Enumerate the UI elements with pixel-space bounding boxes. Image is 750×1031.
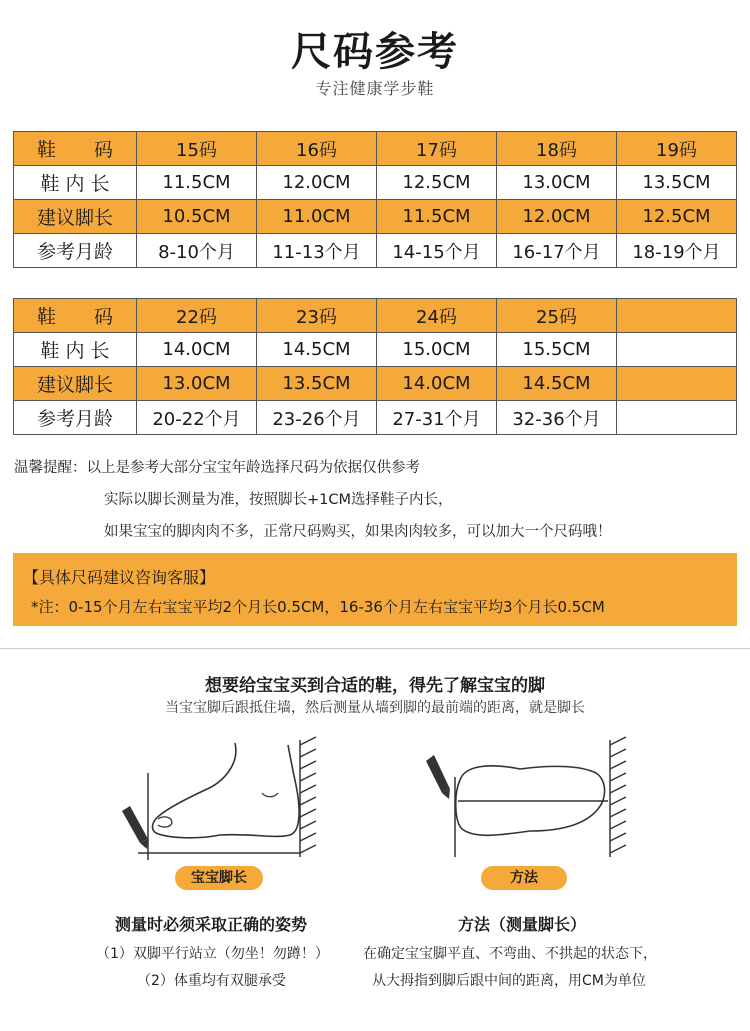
posture-line-1: （1）双脚平行站立（勿坐！勿蹲！） xyxy=(96,946,329,962)
row-label: 参考月龄 xyxy=(14,234,137,268)
size-table-2 xyxy=(13,298,737,435)
table-cell: 11.0CM xyxy=(257,200,377,234)
table-cell: 25码 xyxy=(497,299,617,333)
table-cell: 8-10个月 xyxy=(137,234,257,268)
posture-line-2: （2）体重均有双腿承受 xyxy=(137,973,286,989)
table-row xyxy=(14,299,737,333)
table-cell: 13.0CM xyxy=(137,367,257,401)
row-label: 建议脚长 xyxy=(14,367,137,401)
table-cell: 12.5CM xyxy=(377,166,497,200)
measure-heading: 想要给宝宝买到合适的鞋，得先了解宝宝的脚 xyxy=(205,676,545,696)
banner-heading: 【具体尺码建议咨询客服】 xyxy=(23,568,216,587)
table-cell: 11.5CM xyxy=(137,166,257,200)
wall-icon xyxy=(300,737,316,857)
table-row xyxy=(14,166,737,200)
table-cell: 14.0CM xyxy=(377,367,497,401)
section-divider xyxy=(0,648,750,649)
table-cell: 13.5CM xyxy=(257,367,377,401)
table-cell: 12.0CM xyxy=(497,200,617,234)
page-title: 尺码参考 xyxy=(291,29,459,75)
pencil-icon xyxy=(426,755,450,799)
banner-note: *注：0-15个月左右宝宝平均2个月长0.5CM，16-36个月左右宝宝平均3个月长0.5CM xyxy=(31,598,605,616)
table-cell xyxy=(617,367,737,401)
measure-subheading: 当宝宝脚后跟抵住墙，然后测量从墙到脚的最前端的距离，就是脚长 xyxy=(165,700,585,716)
table-cell: 11-13个月 xyxy=(257,234,377,268)
note-line: 实际以脚长测量为准，按照脚长+1CM选择鞋子内长， xyxy=(104,492,453,508)
note-line: 如果宝宝的脚肉肉不多，正常尺码购买，如果肉肉较多，可以加大一个尺码哦！ xyxy=(104,524,612,540)
wall-icon xyxy=(610,737,626,857)
row-label: 参考月龄 xyxy=(14,401,137,435)
method-title: 方法（测量脚长） xyxy=(458,915,587,934)
table-cell: 15.5CM xyxy=(497,333,617,367)
method-line-1: 在确定宝宝脚平直、不弯曲、不拱起的状态下， xyxy=(363,946,657,962)
table-cell xyxy=(617,401,737,435)
table-cell: 16码 xyxy=(257,132,377,166)
table-cell: 13.0CM xyxy=(497,166,617,200)
posture-title: 测量时必须采取正确的姿势 xyxy=(115,915,308,934)
table-row xyxy=(14,200,737,234)
table-cell: 13.5CM xyxy=(617,166,737,200)
table-cell: 23码 xyxy=(257,299,377,333)
table-cell: 22码 xyxy=(137,299,257,333)
table-cell xyxy=(617,299,737,333)
table-cell: 24码 xyxy=(377,299,497,333)
table-cell: 12.0CM xyxy=(257,166,377,200)
table-cell: 20-22个月 xyxy=(137,401,257,435)
foot-side-illustration xyxy=(110,735,340,860)
table-cell: 11.5CM xyxy=(377,200,497,234)
table-cell: 18-19个月 xyxy=(617,234,737,268)
table-row xyxy=(14,401,737,435)
table-cell: 17码 xyxy=(377,132,497,166)
pencil-icon xyxy=(122,806,148,849)
table-row xyxy=(14,367,737,401)
table-row xyxy=(14,234,737,268)
row-label: 鞋 码 xyxy=(14,132,137,166)
table-row xyxy=(14,132,737,166)
method-line-2: 从大拇指到脚后跟中间的距离，用CM为单位 xyxy=(372,973,646,989)
table-cell: 15码 xyxy=(137,132,257,166)
row-label: 鞋 内 长 xyxy=(14,166,137,200)
row-label: 建议脚长 xyxy=(14,200,137,234)
table-cell: 27-31个月 xyxy=(377,401,497,435)
row-label: 鞋 码 xyxy=(14,299,137,333)
table-cell: 14.5CM xyxy=(257,333,377,367)
note-line: 温馨提醒：以上是参考大部分宝宝年龄选择尺码为依据仅供参考 xyxy=(14,460,420,476)
table-row xyxy=(14,333,737,367)
method-pill: 方法 xyxy=(481,866,567,890)
table-cell: 23-26个月 xyxy=(257,401,377,435)
table-cell: 19码 xyxy=(617,132,737,166)
consult-banner xyxy=(13,553,737,626)
foot-top-illustration xyxy=(420,735,640,860)
size-table-1 xyxy=(13,131,737,268)
page-subtitle: 专注健康学步鞋 xyxy=(315,79,435,98)
row-label: 鞋 内 长 xyxy=(14,333,137,367)
table-cell xyxy=(617,333,737,367)
table-cell: 16-17个月 xyxy=(497,234,617,268)
foot-length-pill: 宝宝脚长 xyxy=(175,866,263,890)
table-cell: 14.5CM xyxy=(497,367,617,401)
table-cell: 15.0CM xyxy=(377,333,497,367)
table-cell: 14-15个月 xyxy=(377,234,497,268)
table-cell: 18码 xyxy=(497,132,617,166)
table-cell: 10.5CM xyxy=(137,200,257,234)
table-cell: 14.0CM xyxy=(137,333,257,367)
table-cell: 12.5CM xyxy=(617,200,737,234)
table-cell: 32-36个月 xyxy=(497,401,617,435)
reminder-notes xyxy=(14,452,612,548)
